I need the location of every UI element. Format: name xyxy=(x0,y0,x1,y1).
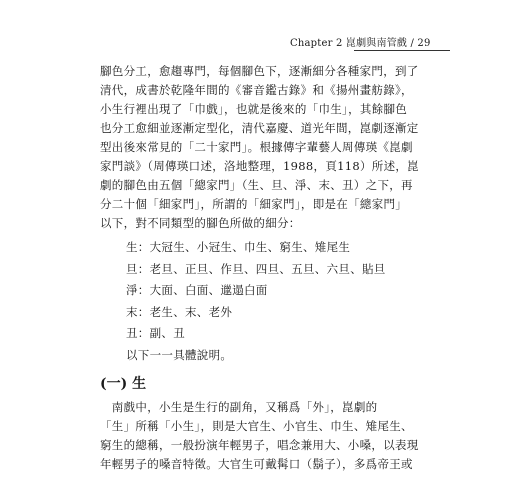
text-line: 劇的腳色由五個「總家門」（生、旦、淨、末、丑）之下，再 xyxy=(100,178,413,192)
section-heading: (一) 生 xyxy=(100,376,147,392)
role-list-item: 生：大冠生、小冠生、巾生、窮生、雉尾生 xyxy=(126,240,351,254)
running-header xyxy=(290,34,460,50)
text-line: 窮生的總稱，一般扮演年輕男子，唱念兼用大、小嗓，以表現 xyxy=(100,438,419,452)
role-category-list xyxy=(100,237,420,366)
text-line: 腳色分工，愈趨專門，每個腳色下，逐漸細分各種家門，到了 xyxy=(100,64,419,78)
text-line: 年輕男子的嗓音特徵。大官生可戴髯口（鬍子），多爲帝王或 xyxy=(100,457,413,471)
role-list-item: 丑：副、丑 xyxy=(126,326,185,340)
text-line: 清代，成書於乾隆年間的《審音鑑古錄》和《揚州畫舫錄》， xyxy=(100,83,413,97)
text-line: 小生行裡出現了「巾戲」，也就是後來的「巾生」，其餘腳色 xyxy=(100,102,408,116)
text-line: 南戲中，小生是生行的副角，又稱爲「外」，崑劇的 xyxy=(100,400,378,414)
text-line: 「生」所稱「小生」，則是大官生、小官生、巾生、雉尾生、 xyxy=(100,419,413,433)
header-text: Chapter 2 崑劇與南管戲 / 29 xyxy=(290,38,431,49)
role-list-item: 旦：老旦、正旦、作旦、四旦、五旦、六旦、貼旦 xyxy=(126,261,386,276)
role-list-item: 末：老生、末、老外 xyxy=(126,304,233,319)
text-line: 也分工愈細並逐漸定型化，清代嘉慶、道光年間，崑劇逐漸定 xyxy=(100,121,419,135)
text-line: 分二十個「細家門」，所謂的「細家門」，即是在「總家門」 xyxy=(100,197,408,211)
page-body xyxy=(100,62,420,474)
text-line: 型出後來常見的「二十家門」。根據傳字輩藝人周傳瑛《崑劇 xyxy=(100,140,413,154)
text-line: 以下，對不同類型的腳色所做的細分： xyxy=(100,216,301,230)
role-list-item: 淨：大面、白面、邋遢白面 xyxy=(126,283,268,297)
header-rule xyxy=(354,50,450,51)
paragraph-sheng xyxy=(100,398,420,474)
paragraph-roles-intro xyxy=(100,62,420,233)
role-list-item: 以下一一具體說明。 xyxy=(126,347,233,362)
text-line: 家門談》（周傳瑛口述，洛地整理，1988，頁118）所述，崑 xyxy=(100,159,419,173)
